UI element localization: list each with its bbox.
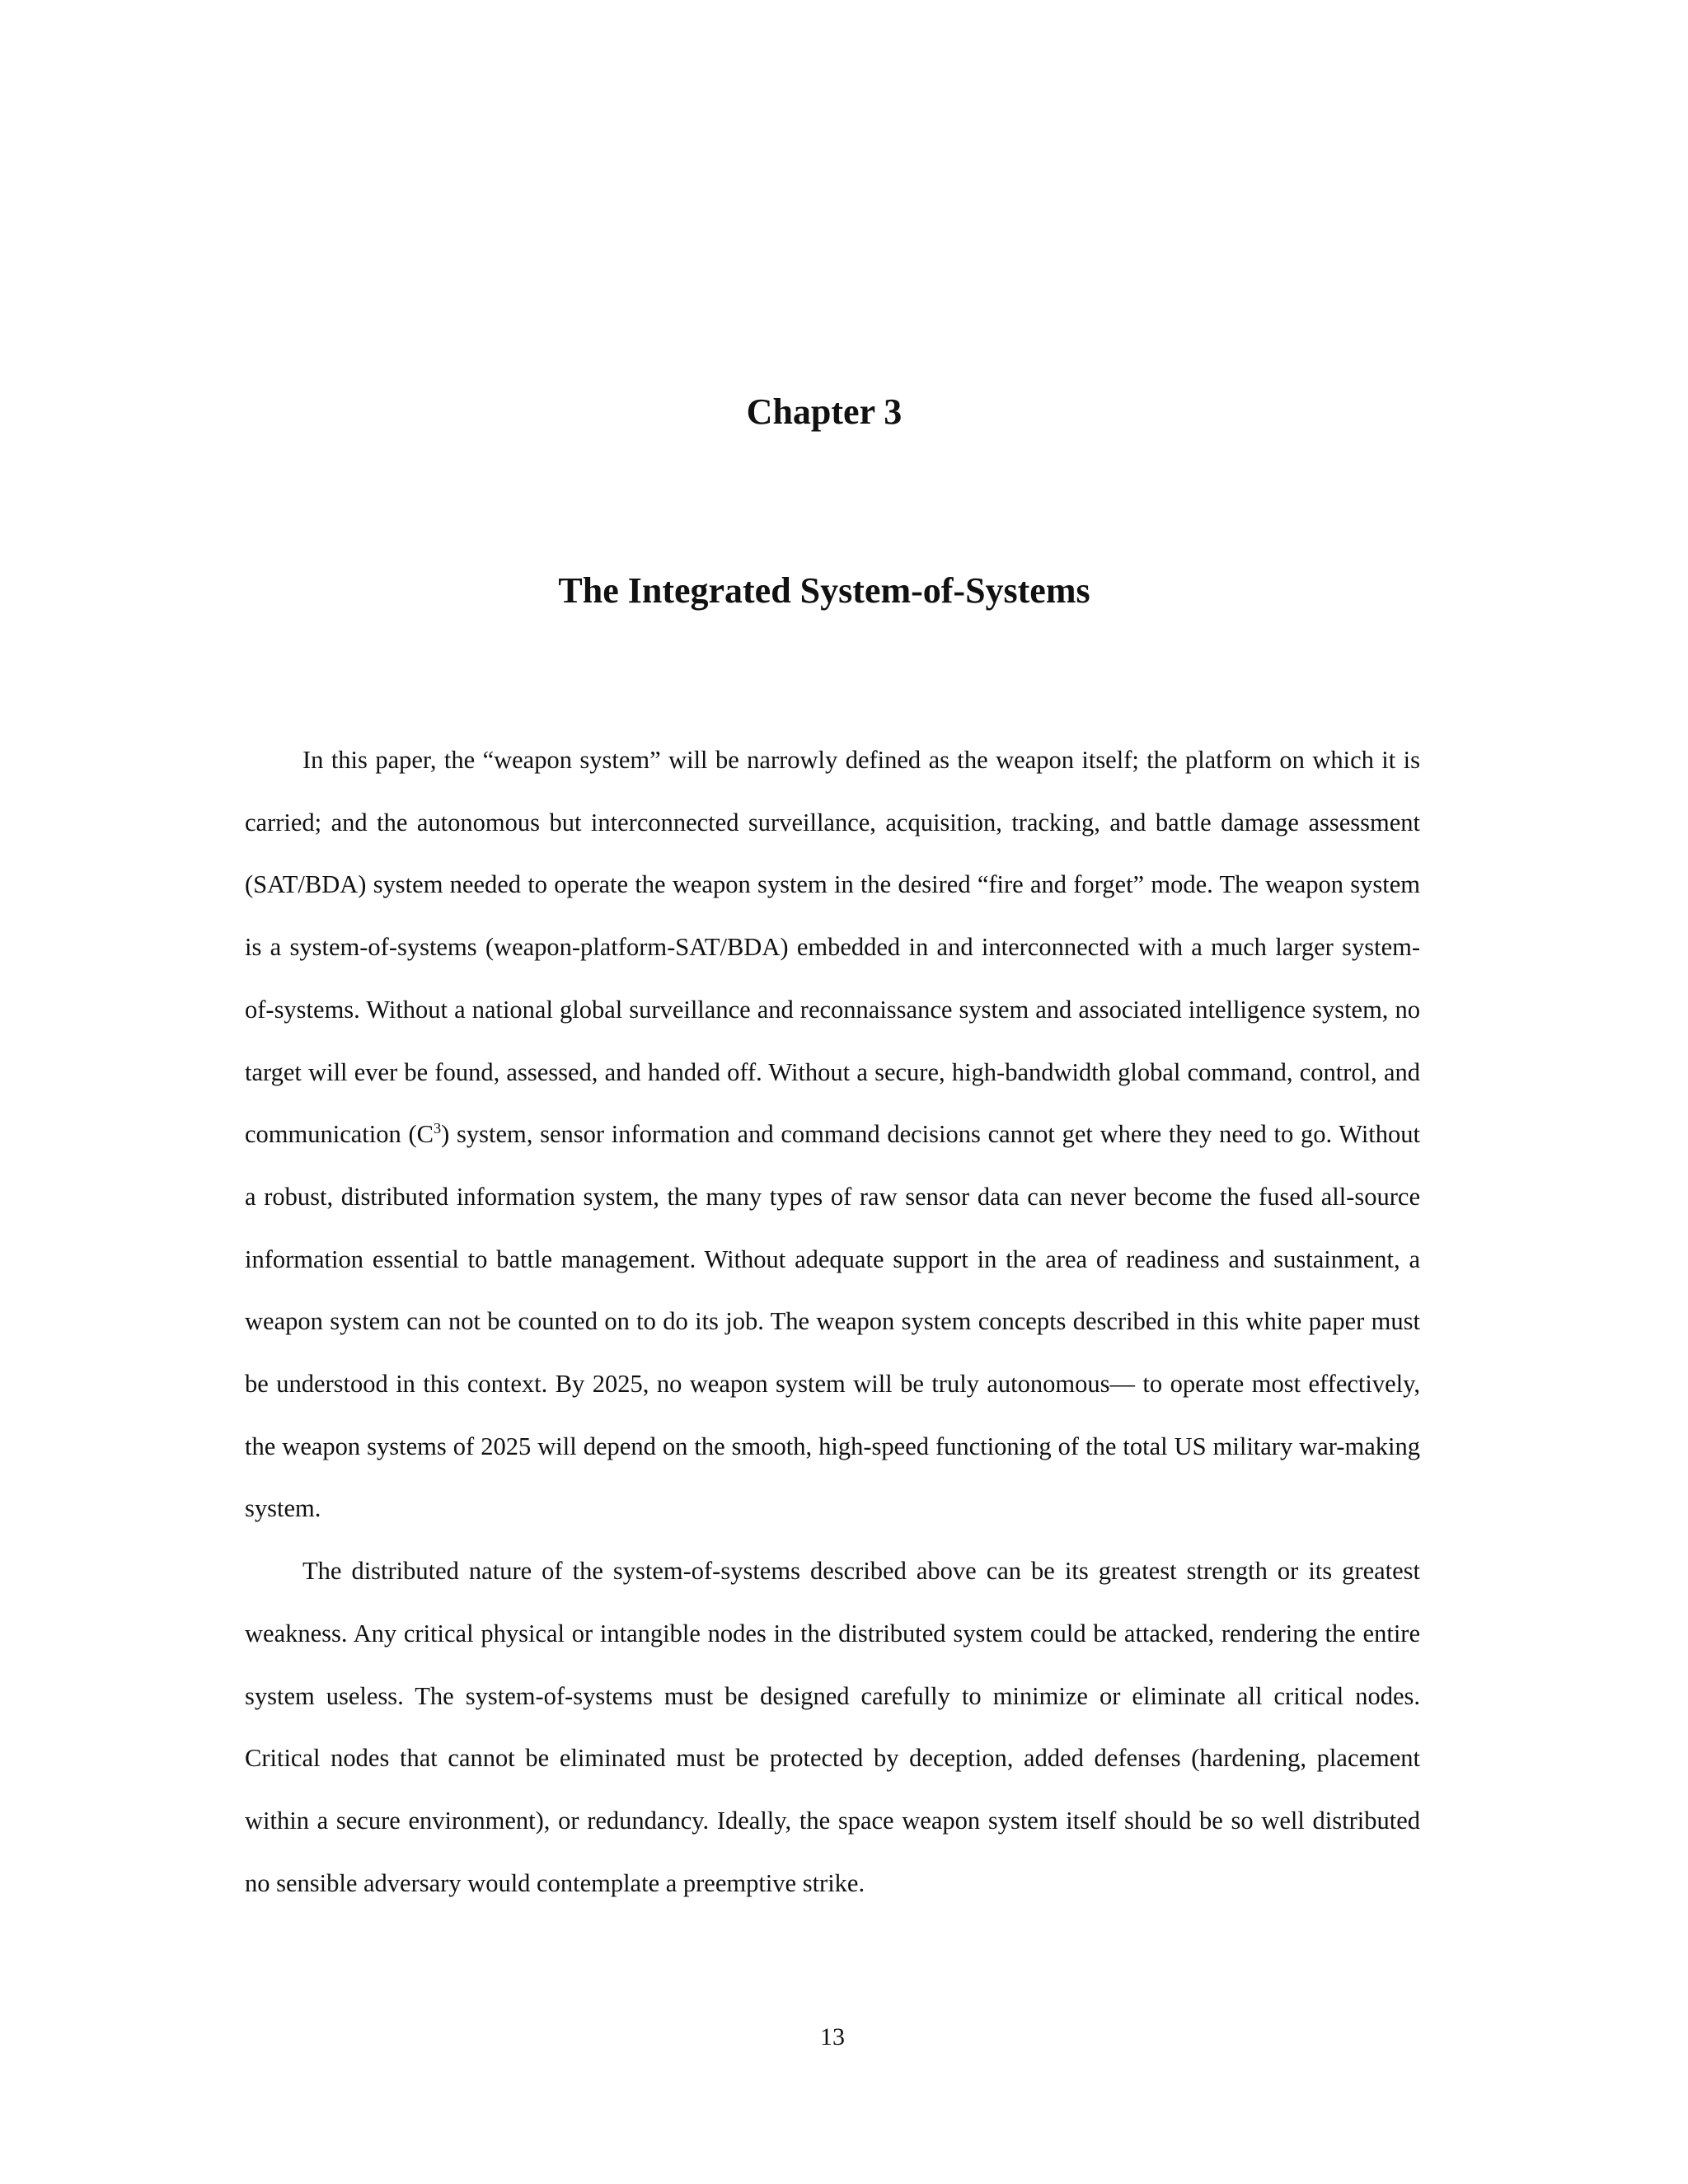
- chapter-label: Chapter 3: [746, 391, 903, 432]
- body-text: [245, 729, 1420, 1915]
- paragraph-1-text-start: In this paper, the “weapon system” will be narrowly defined as the weapon itself; the platform on which it is carried; and the autonomous but interconnected surveillance, acquisition, tracking, and battle damage assessment (SAT/BDA) system needed to operate the weapon system in the desired “fire and forget” mode. The weapon system is a system-of-systems (weapon-platform-SAT/BDA) embedded in and interconnected with a much larger system-of-systems. Without a national global surveillance and reconnaissance system and associated intelligence system, no target will ever be found, assessed, and handed off. Without a secure, high-bandwidth global command, control, and communication (C: [245, 746, 1420, 1149]
- chapter-title: The Integrated System-of-Systems: [558, 570, 1090, 611]
- superscript-3: 3: [433, 1120, 442, 1137]
- paragraph-1-text-end: ) system, sensor information and command decisions cannot get where they need to go. Without a robust, distributed information system, the many types of raw sensor data can never become the fused all-source information essential to battle management. Without adequate support in the area of readiness and sustainment, a weapon system can not be counted on to do its job. The weapon system concepts described in this white paper must be understood in this context. By 2025, no weapon system will be truly autonomous— to operate most effectively, the weapon systems of 2025 will depend on the smooth, high-speed functioning of the total US military war-making system.: [245, 1120, 1420, 1523]
- page-number: 13: [820, 2023, 845, 2050]
- paragraph-2: The distributed nature of the system-of-systems described above can be its greatest strength or its greatest weakness. Any critical physical or intangible nodes in the distributed system could be attacked, rendering the entire system useless. The system-of-systems must be designed carefully to minimize or eliminate all critical nodes. Critical nodes that cannot be eliminated must be protected by deception, added defenses (hardening, placement within a secure environment), or redundancy. Ideally, the space weapon system itself should be so well distributed no sensible adversary would contemplate a preemptive strike.: [245, 1557, 1420, 1897]
- paragraph-1: [245, 729, 1420, 1540]
